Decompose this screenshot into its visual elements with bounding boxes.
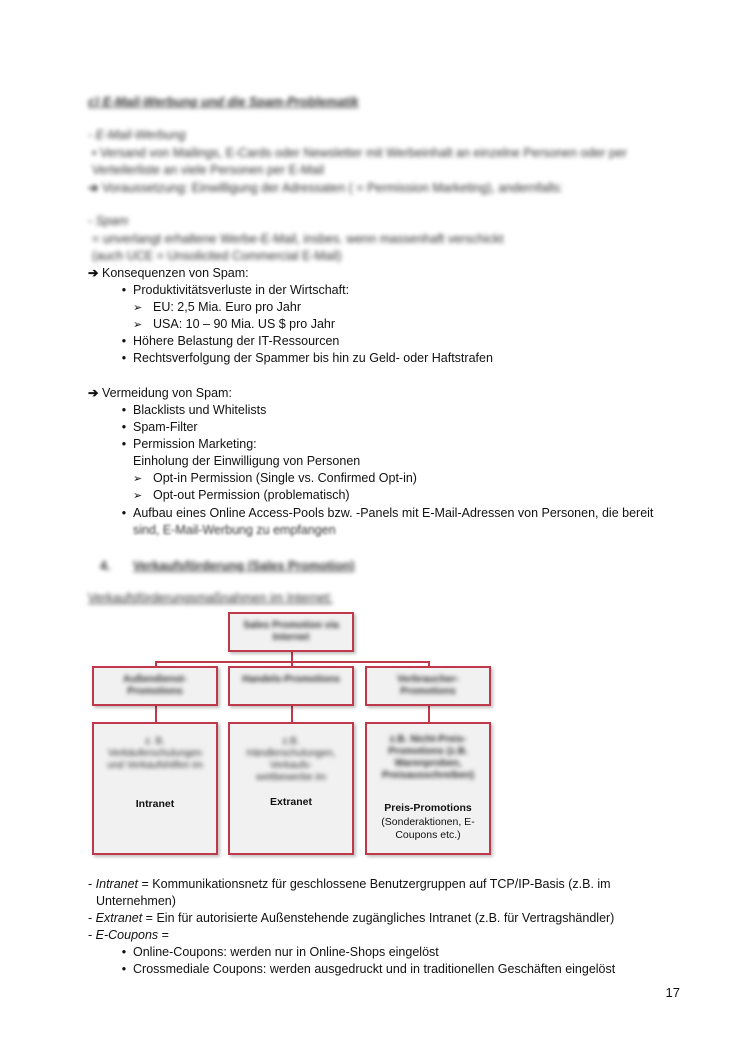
blur-line: - Spam — [88, 214, 129, 228]
box-label: Preis-Promotions — [384, 802, 472, 814]
diagram-box-mid — [92, 666, 218, 706]
list-item-text: Spam-Filter — [133, 420, 198, 434]
box-label-blur: z.B. Händlerschulungen, Verkaufs-wettbewerbe im — [246, 736, 336, 783]
section-title: Verkaufsförderung (Sales Promotion) — [133, 559, 355, 573]
section-number: 4. — [100, 559, 111, 573]
bullet-icon: • — [121, 420, 127, 434]
list-item — [115, 402, 266, 419]
list-item — [115, 944, 439, 961]
term: Extranet — [95, 911, 143, 925]
list-item-continuation: sind, E-Mail-Werbung zu empfangen — [133, 523, 336, 537]
list-item — [115, 333, 339, 350]
blur-line: Verteilerliste an viele Personen per E-Mail — [92, 163, 325, 177]
list-item — [115, 350, 493, 367]
box-label: Extranet — [269, 796, 312, 808]
box-label: Handels-Promotions — [242, 674, 340, 685]
bullet-icon: • — [121, 351, 127, 365]
bullet-icon: • — [121, 334, 127, 348]
blur-line: (auch UCE = Unsolicited Commercial E-Mail) — [92, 249, 342, 263]
connector-line — [428, 706, 430, 722]
sub-list-item — [133, 470, 417, 488]
list-item — [115, 505, 653, 522]
diagram-box-bottom — [92, 722, 218, 855]
bullet-icon: • — [121, 403, 127, 417]
list-item — [115, 282, 349, 299]
chevron-right-icon: ➢ — [133, 319, 143, 331]
connector-line — [291, 706, 293, 722]
definition-text: = Ein für autorisierte Außenstehende zugängliches Intranet (z.B. für Vertragshändler) — [142, 911, 615, 925]
page-number: 17 — [665, 985, 680, 1000]
term: E-Coupons — [95, 928, 159, 942]
arrow-icon: ➔ — [88, 386, 99, 400]
list-item — [115, 419, 198, 436]
diagram-box-top — [228, 612, 354, 652]
box-label-blur: z.B. Nicht-Preis-Promotions (z.B. Warenproben, Preisausschreiben) — [381, 734, 475, 781]
box-label-extra: (Sonderaktionen, E-Coupons etc.) — [381, 816, 475, 841]
box-label: Verbraucher-Promotions — [397, 674, 459, 697]
definition-continuation: Unternehmen) — [96, 894, 176, 908]
sub-item-text: USA: 10 – 90 Mia. US $ pro Jahr — [153, 317, 336, 331]
list-item — [115, 436, 257, 453]
list-item-text: Online-Coupons: werden nur in Online-Shops eingelöst — [133, 945, 439, 959]
list-item-text: Permission Marketing: — [133, 437, 257, 451]
blur-line: = unverlangt erhaltene Werbe-E-Mail, insbes. wenn massenhaft verschickt — [92, 232, 504, 246]
list-item-text: Produktivitätsverluste in der Wirtschaft: — [133, 283, 350, 297]
bullet-icon: • — [121, 962, 127, 976]
list-item-text: Aufbau eines Online Access-Pools bzw. -Panels mit E-Mail-Adressen von Personen, die bereit — [133, 506, 654, 520]
vermeidung-title: Vermeidung von Spam: — [102, 386, 232, 400]
konsequenzen-title: Konsequenzen von Spam: — [102, 266, 249, 280]
connector-line — [155, 706, 157, 722]
blur-line: ➔ Voraussetzung: Einwilligung der Adressaten ( = Permission Marketing), andernfalls: — [88, 181, 563, 195]
box-label: Intranet — [135, 798, 175, 810]
term: Intranet — [95, 877, 139, 891]
sub-item-text: Opt-in Permission (Single vs. Confirmed Opt-in) — [153, 471, 417, 485]
arrow-icon: ➔ — [88, 266, 99, 280]
blur-text: Voraussetzung: Einwilligung der Adressaten ( = Permission Marketing), andernfalls: — [102, 181, 563, 195]
box-label-blur: z. B. Verkäuferschulungen und Verkaufshilfen im — [107, 736, 203, 771]
definition-extranet: - Extranet = Ein für autorisierte Außenstehende zugängliches Intranet (z.B. für Vertragshändler) — [88, 911, 615, 925]
bullet-icon: • — [121, 945, 127, 959]
box-label: Sales Promotion via Internet — [243, 620, 339, 643]
diagram-box-mid — [365, 666, 491, 706]
bullet-icon: • — [121, 283, 127, 297]
list-item-text: Crossmediale Coupons: werden ausgedruckt und in traditionellen Geschäften eingelöst — [133, 962, 616, 976]
definition-text: = — [158, 928, 169, 942]
sub-item-text: EU: 2,5 Mia. Euro pro Jahr — [153, 300, 301, 314]
definition-text: = Kommunikationsnetz für geschlossene Benutzergruppen auf TCP/IP-Basis (z.B. im — [138, 877, 611, 891]
diagram-box-bottom — [228, 722, 354, 855]
list-item-text: Blacklists und Whitelists — [133, 403, 267, 417]
box-label: Außendienst-Promotions — [123, 674, 187, 697]
section-subtitle: Verkaufsförderungsmaßnahmen im Internet: — [88, 591, 333, 605]
sub-list-item — [133, 316, 335, 334]
chevron-right-icon: ➢ — [133, 490, 143, 502]
list-item — [115, 961, 615, 978]
diagram-box-mid — [228, 666, 354, 706]
sub-item-text: Opt-out Permission (problematisch) — [153, 488, 350, 502]
bullet-icon: • — [121, 506, 127, 520]
diagram-box-bottom — [365, 722, 491, 855]
blur-line: • Versand von Mailings, E-Cards oder Newsletter mit Werbeinhalt an einzelne Personen oder per — [92, 146, 627, 160]
vermeidung-heading — [88, 385, 232, 402]
list-item-text: Rechtsverfolgung der Spammer bis hin zu Geld- oder Haftstrafen — [133, 351, 493, 365]
definition-intranet: - Intranet = Kommunikationsnetz für geschlossene Benutzergruppen auf TCP/IP-Basis (z.B. im — [88, 877, 611, 891]
sub-list-item — [133, 487, 350, 505]
chevron-right-icon: ➢ — [133, 473, 143, 485]
konsequenzen-heading — [88, 265, 249, 282]
blur-line: - E-Mail-Werbung — [88, 128, 186, 142]
chevron-right-icon: ➢ — [133, 302, 143, 314]
definition-ecoupons: - E-Coupons = — [88, 928, 169, 942]
bullet-icon: • — [121, 437, 127, 451]
list-item-text: Höhere Belastung der IT-Ressourcen — [133, 334, 340, 348]
section-heading: c) E-Mail-Werbung und die Spam-Problematik — [88, 95, 359, 109]
sub-list-item — [133, 299, 301, 317]
list-item-subline: Einholung der Einwilligung von Personen — [133, 454, 361, 468]
